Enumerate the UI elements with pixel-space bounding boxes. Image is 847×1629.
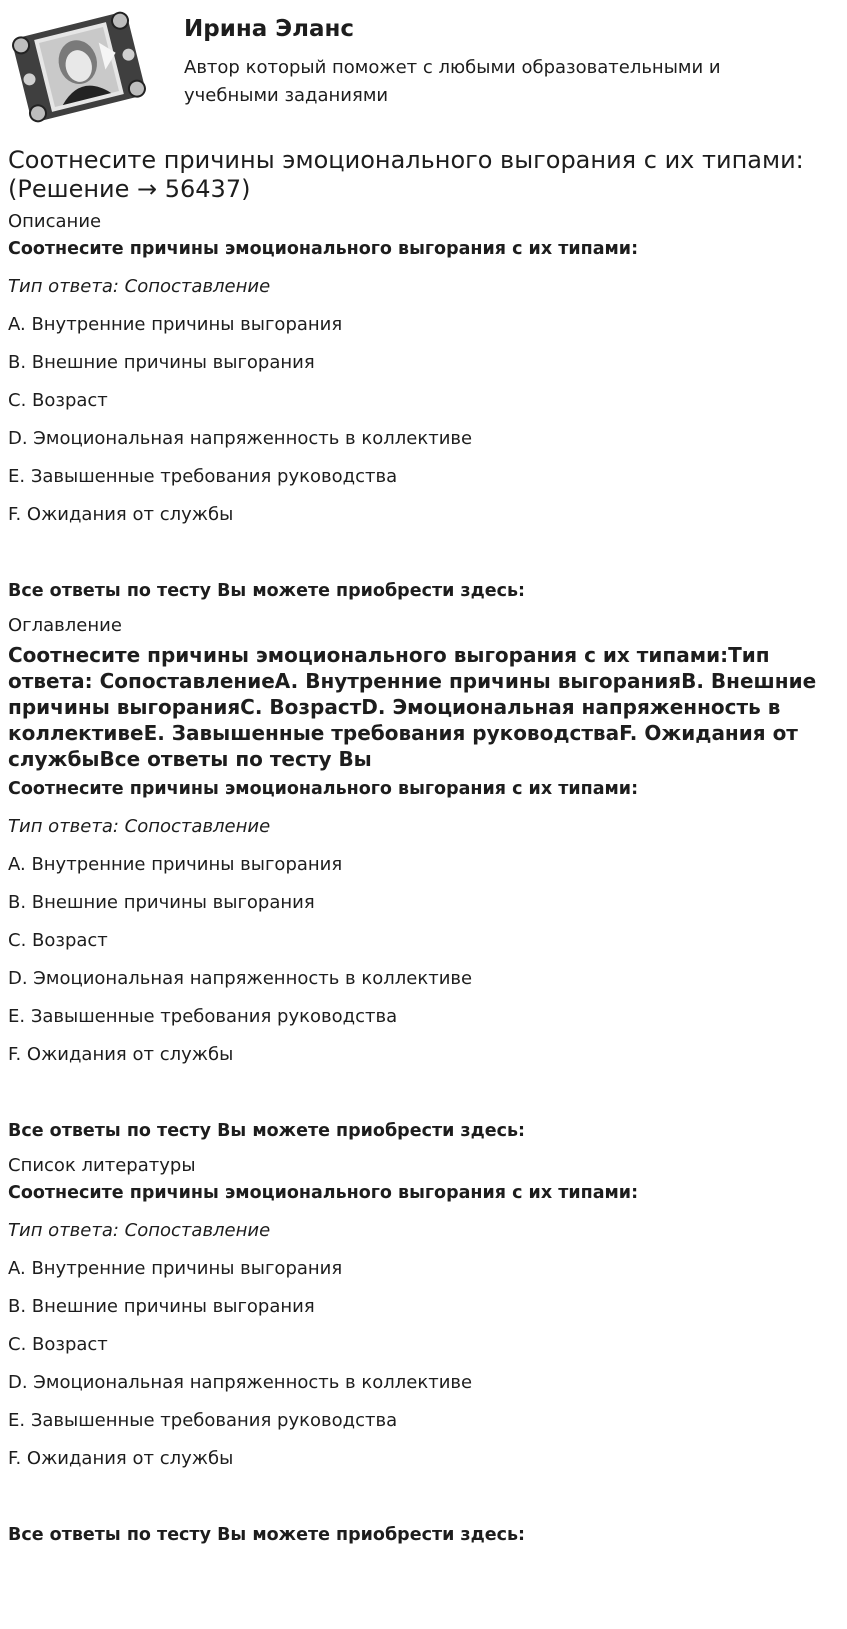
option-d: D. Эмоциональная напряженность в коллективе	[8, 1372, 473, 1393]
option-a: A. Внутренние причины выгорания	[8, 314, 343, 335]
toc-block	[8, 642, 828, 1142]
author-name[interactable]: Ирина Эланс	[184, 16, 355, 42]
option-b: B. Внешние причины выгорания	[8, 892, 315, 913]
answer-type: Тип ответа: Сопоставление	[8, 276, 271, 297]
main-content	[8, 146, 828, 1546]
option-d: D. Эмоциональная напряженность в коллективе	[8, 968, 473, 989]
option-c: C. Возраст	[8, 930, 108, 951]
answer-type: Тип ответа: Сопоставление	[8, 1220, 271, 1241]
page-title: Соотнесите причины эмоционального выгорания с их типами: (Решение → 56437)	[8, 146, 804, 203]
description-label: Описание	[8, 211, 102, 232]
option-a: A. Внутренние причины выгорания	[8, 1258, 343, 1279]
author-card	[8, 8, 838, 126]
author-avatar[interactable]	[8, 8, 150, 126]
option-e: E. Завышенные требования руководства	[8, 1006, 398, 1027]
question-heading: Соотнесите причины эмоционального выгорания с их типами:	[8, 779, 639, 799]
option-b: B. Внешние причины выгорания	[8, 352, 315, 373]
option-a: A. Внутренние причины выгорания	[8, 854, 343, 875]
toc-summary: Соотнесите причины эмоционального выгорания с их типами:Тип ответа: СопоставлениеA. Внутренние причины выгоранияB. Внешние причины выгоранияC. ВозрастD. Эмоциональная напряженность в коллективеE. Завышенные требования руководстваF. Ожидания от службыВсе ответы по тесту Вы	[8, 643, 817, 771]
literature-block	[8, 1182, 828, 1546]
option-b: B. Внешние причины выгорания	[8, 1296, 315, 1317]
option-f: F. Ожидания от службы	[8, 504, 234, 525]
answer-type: Тип ответа: Сопоставление	[8, 816, 271, 837]
option-f: F. Ожидания от службы	[8, 1044, 234, 1065]
purchase-answers-link[interactable]: Все ответы по тесту Вы можете приобрести здесь:	[8, 1121, 526, 1141]
option-c: C. Возраст	[8, 1334, 108, 1355]
option-c: C. Возраст	[8, 390, 108, 411]
toc-label: Оглавление	[8, 615, 122, 636]
option-e: E. Завышенные требования руководства	[8, 466, 398, 487]
option-d: D. Эмоциональная напряженность в коллективе	[8, 428, 473, 449]
question-heading: Соотнесите причины эмоционального выгорания с их типами:	[8, 239, 639, 259]
author-description: Автор который поможет с любыми образовательными и учебными заданиями	[184, 57, 721, 106]
question-heading: Соотнесите причины эмоционального выгорания с их типами:	[8, 1183, 639, 1203]
purchase-answers-link[interactable]: Все ответы по тесту Вы можете приобрести здесь:	[8, 1525, 526, 1545]
literature-label: Список литературы	[8, 1155, 196, 1176]
description-block	[8, 238, 828, 602]
option-f: F. Ожидания от службы	[8, 1448, 234, 1469]
purchase-answers-link[interactable]: Все ответы по тесту Вы можете приобрести здесь:	[8, 581, 526, 601]
option-e: E. Завышенные требования руководства	[8, 1410, 398, 1431]
